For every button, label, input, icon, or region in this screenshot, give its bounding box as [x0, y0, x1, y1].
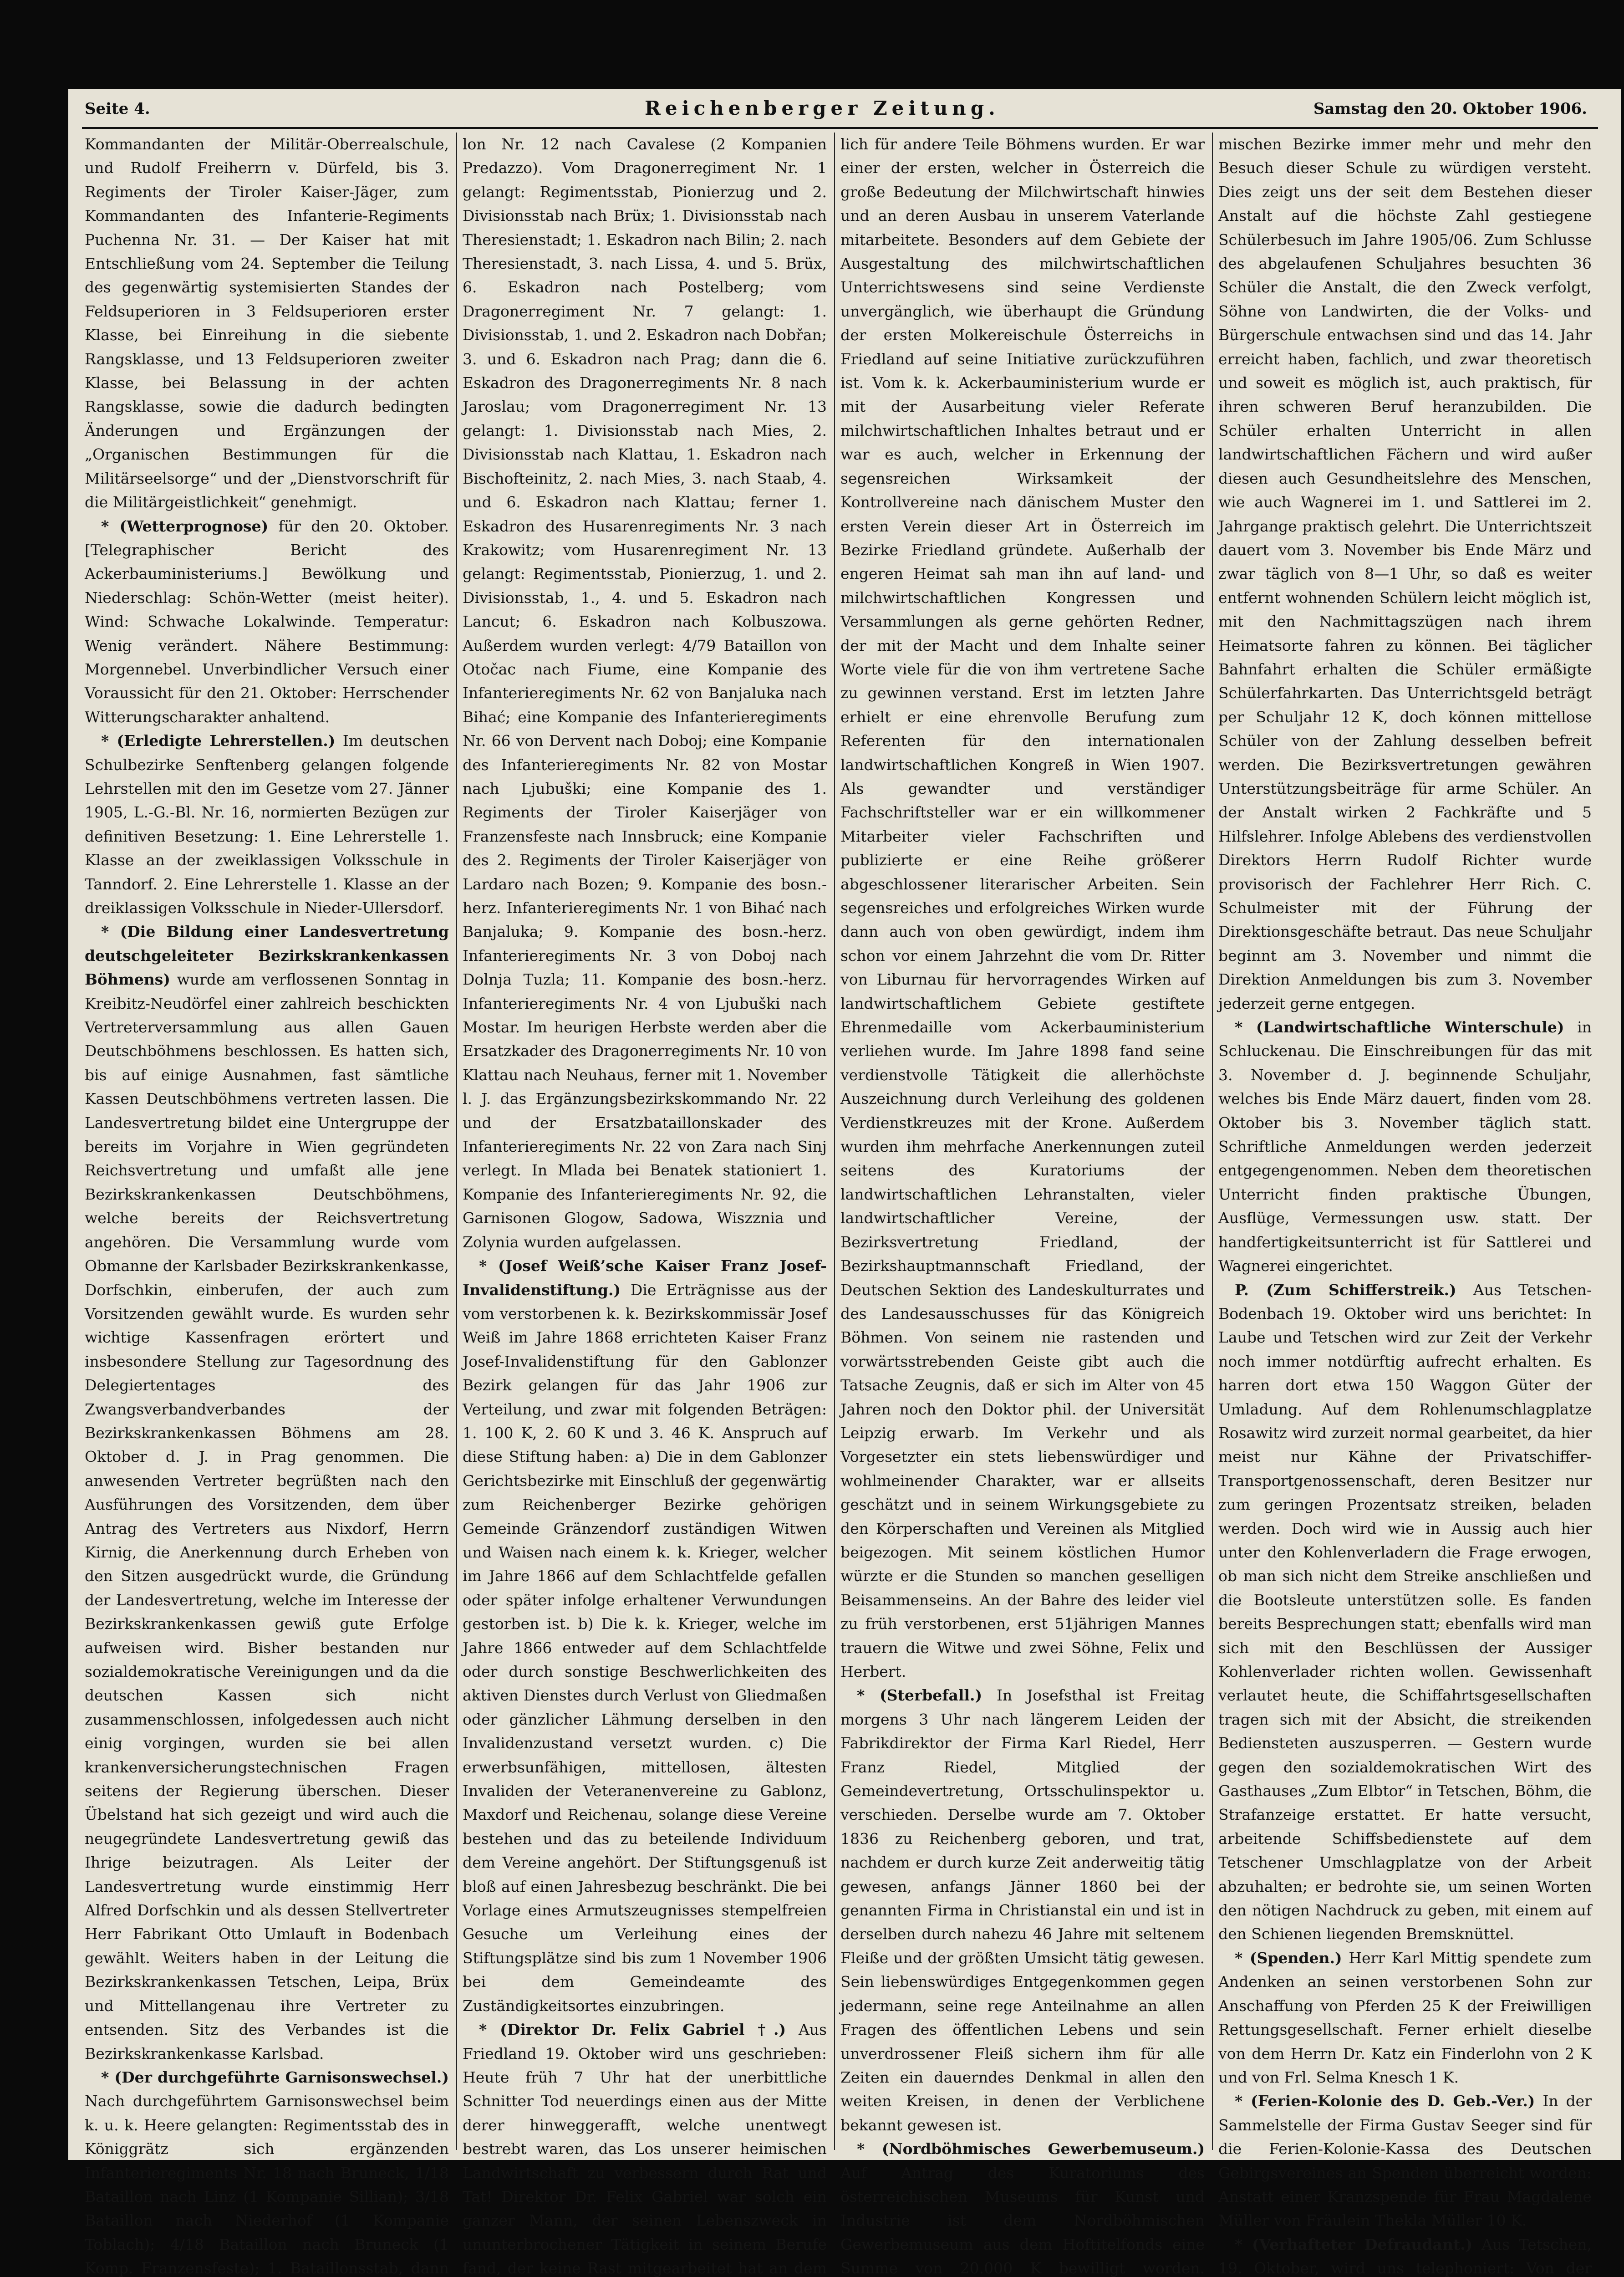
article-heading: * (Verhafteter Defraudant.) [1235, 2235, 1473, 2253]
column-1 [85, 133, 449, 2277]
article-paragraph [1218, 1946, 1592, 2089]
article-text: Kommandanten der Militär-Oberrealschule, und Rudolf Freiherrn v. Dürfeld, bis 3. Regiments der Tiroler Kaiser-Jäger, zum Kommandanten des Infanterie-Regiments Puchenna Nr. 31. — Der Kaiser hat mit Entschließung vom 24. September die Teilung des gegenwärtig systemisierten Standes der Feldsuperioren in 3 Feldsuperioren erster Klasse, bei Einreihung in die siebente Rangsklasse, und 13 Feldsuperioren zweiter Klasse, bei Belassung in der achten Rangsklasse, sowie die dadurch bedingten Änderungen und Ergänzungen der „Organischen Bestimmungen für die Militärseelsorge“ und der „Dienstvorschrift für die Militärgeistlichkeit“ genehmigt. [85, 135, 449, 511]
article-heading: * (Sterbefall.) [857, 1686, 983, 1705]
article-heading: * (Spenden.) [1235, 1949, 1342, 1967]
article-text: mischen Bezirke immer mehr und mehr den Besuch dieser Schule zu würdigen versteht. Dies zeigt uns der seit dem Bestehen dieser Anstalt auf die höchste Zahl gestiegene Schülerbesuch im Jahre 1905/06. Zum Schlusse des abgelaufenen Schuljahres besuchten 36 Schüler die Anstalt, die den Zweck verfolgt, Söhne von Landwirten, die der Volks- und Bürgerschule entwachsen sind und das 14. Jahr erreicht haben, fachlich, und zwar theoretisch und soweit es möglich ist, auch praktisch, für ihren schweren Beruf heranzubilden. Die Schüler erhalten Unterricht in allen landwirtschaftlichen Fächern und wird außer diesen auch Gesundheitslehre des Menschen, wie auch Wagnerei im 1. und Sattlerei im 2. Jahrgange praktisch gelehrt. Die Unterrichtszeit dauert vom 3. November bis Ende März und zwar täglich von 8—1 Uhr, so daß es weiter entfernt wohnenden Schülern leicht möglich ist, mit den Nachmittagszügen nach ihrem Heimatsorte fahren zu können. Bei täglicher Bahnfahrt erhalten die Schüler ermäßigte Schülerfahrkarten. Das Unterrichtsgeld beträgt per Schuljahr 12 K, doch können mittellose Schüler von der Zahlung desselben befreit werden. Die Bezirksvertretungen gewähren Unterstützungsbeiträge für arme Schüler. An der Anstalt wirken 2 Fachkräfte und 5 Hilfslehrer. Infolge Ablebens des verdienstvollen Direktors Herrn Rudolf Richter wurde provisorisch der Fachlehrer Herr Rich. C. Schulmeister mit der Führung der Direktionsgeschäfte betraut. Das neue Schuljahr beginnt am 3. November und nimmt die Direktion Anmeldungen bis zum 3. November jederzeit gerne entgegen. [1218, 135, 1592, 1012]
column-4 [1218, 133, 1592, 2277]
article-heading: * (Direktor Dr. Felix Gabriel †.) [479, 2021, 786, 2039]
article-text: Im deutschen Schulbezirke Senftenberg gelangen folgende Lehrstellen mit den im Gesetze vom 27. Jänner 1905, L.-G.-Bl. Nr. 16, normierten Bezügen zur definitiven Besetzung: 1. Eine Lehrerstelle 1. Klasse an der zweiklassigen Volksschule in Tanndorf. 2. Eine Lehrerstelle 1. Klasse an der dreiklassigen Volksschule in Nieder-Ullersdorf. [85, 732, 449, 917]
column-2 [463, 133, 827, 2277]
article-paragraph [1218, 1278, 1592, 1946]
article-heading: P. (Zum Schifferstreik.) [1235, 1281, 1456, 1299]
article-paragraph [840, 133, 1205, 1684]
article-text: für den 20. Oktober. [Telegraphischer Bericht des Ackerbauministeriums.] Bewölkung und Niederschlag: Schön-Wetter (meist heiter). Wind: Schwache Lokalwinde. Temperatur: Wenig verändert. Nähere Bestimmung: Morgennebel. Unverbindlicher Versuch einer Voraussicht für den 21. Oktober: Herrschender Witterungscharakter anhaltend. [85, 517, 449, 726]
article-paragraph [840, 2137, 1205, 2277]
column-divider [1212, 133, 1213, 2150]
article-heading: * (Erledigte Lehrerstellen.) [101, 732, 336, 750]
article-heading: * (Ferien-Kolonie des D. Geb.-Ver.) [1235, 2092, 1535, 2110]
article-text: lich für andere Teile Böhmens wurden. Er war einer der ersten, welcher in Österreich die große Bedeutung der Milchwirtschaft hinwies und an deren Ausbau in unserem Vaterlande mitarbeitete. Besonders auf dem Gebiete der Ausgestaltung des milchwirtschaftlichen Unterrichtswesens sind seine Verdienste unvergänglich, wie überhaupt die Gründung der ersten Molkereischule Österreichs in Friedland auf seine Initiative zurückzuführen ist. Vom k. k. Ackerbauministerium wurde er mit der Ausarbeitung vieler Referate milchwirtschaftlichen Inhaltes betraut und er war es auch, welcher in Erkennung der segensreichen Wirksamkeit der Kontrollvereine nach dänischem Muster den ersten Verein dieser Art in Österreich im Bezirke Friedland gründete. Außerhalb der engeren Heimat sah man ihn auf land- und milchwirtschaftlichen Kongressen und Versammlungen als gerne gehörten Redner, der mit der Macht und dem Inhalte seiner Worte viele für die von ihm vertretene Sache zu gewinnen verstand. Erst im letzten Jahre erhielt er eine ehrenvolle Berufung zum Referenten für den internationalen landwirtschaftlichen Kongreß in Wien 1907. Als gewandter und verständiger Fachschriftsteller war er ein willkommener Mitarbeiter vieler Fachschriften und publizierte er eine Reihe größerer abgeschlossener literarischer Arbeiten. Sein segensreiches und erfolgreiches Wirken wurde dann auch von oben gewürdigt, indem ihm schon vor einem Jahrzehnt die vom Dr. Ritter von Liburnau für hervorragendes Wirken auf landwirtschaftlichem Gebiete gestiftete Ehrenmedaille vom Ackerbauministerium verliehen wurde. Im Jahre 1898 fand seine verdienstvolle Tätigkeit die allerhöchste Auszeichnung durch Verleihung des goldenen Verdienstkreuzes mit der Krone. Außerdem wurden ihm mehrfache Anerkennungen zuteil seitens des Kuratoriums der landwirtschaftlichen Lehranstalten, vieler landwirtschaftlicher Vereine, der Bezirksvertretung Friedland, der Bezirkshauptmannschaft Friedland, der Deutschen Sektion des Landeskulturrates und des Landesausschusses für das Königreich Böhmen. Von seinem nie rastenden und vorwärtsstrebenden Geiste gibt auch die Tatsache Zeugnis, daß er sich im Alter von 45 Jahren noch den Doktor phil. der Universität Leipzig erwarb. Im Verkehr und als Vorgesetzter ein stets liebenswürdiger und wohlmeinender Charakter, war er allseits geschätzt und in seinem Wirkungsgebiete zu den Körperschaften und Vereinen als Mitglied beigezogen. Mit seinem köstlichen Humor würzte er die Stunden so manchen geselligen Beisammenseins. An der Bahre des leider viel zu früh verstorbenen, erst 51jährigen Mannes trauern die Witwe und zwei Söhne, Felix und Herbert. [840, 135, 1205, 1680]
header-rule [82, 127, 1598, 129]
article-text: In der Sammelstelle der Firma Gustav Seeger sind für die Ferien-Kolonie-Kassa des Deutschen Gebirgsvereines an Spenden überreicht worden: Anstatt einer Kranzspende für Frau Magdalene Müller von Fräulein Thekla Müller 10 K. [1218, 2092, 1592, 2230]
newspaper-page [68, 89, 1621, 2277]
issue-date: Samstag den 20. Oktober 1906. [1313, 100, 1587, 118]
article-paragraph [463, 133, 827, 1254]
article-paragraph [463, 1254, 827, 2018]
article-heading: * (Josef Weiß’sche Kaiser Franz Josef-Invalidenstiftung.) [463, 1257, 827, 1299]
article-text: wurde am verflossenen Sonntag in Kreibitz-Neudörfel einer zahlreich beschickten Vertreterversammlung aus allen Gauen Deutschböhmens beschlossen. Es hatten sich, bis auf einige Ausnahmen, fast sämtliche Kassen Deutschböhmens vertreten lassen. Die Landesvertretung bildet eine Untergruppe der bereits im Vorjahre in Wien gegründeten Reichsvertretung und umfaßt alle jene Bezirkskrankenkassen Deutschböhmens, welche bereits der Reichsvertretung angehören. Die Versammlung wurde vom Obmanne der Karlsbader Bezirkskrankenkasse, Dorfschkin, einberufen, der auch zum Vorsitzenden gewählt wurde. Es wurden sehr wichtige Kassenfragen erörtert und insbesondere Stellung zur Tagesordnung des Delegiertentages des Zwangsverbandverbandes der Bezirkskrankenkassen Böhmens am 28. Oktober d. J. in Prag genommen. Die anwesenden Vertreter begrüßten nach den Ausführungen des Vorsitzenden, dem über Antrag des Vertreters aus Nixdorf, Herrn Kirnig, die Anerkennung durch Erheben von den Sitzen ausgedrückt wurde, die Gründung der Landesvertretung, welche im Interesse der Bezirkskrankenkassen gewiß gute Erfolge aufweisen wird. Bisher bestanden nur sozialdemokratische Vereinigungen und da die deutschen Kassen sich nicht zusammenschlossen, infolgedessen auch nicht einig vorgingen, wurden sie bei allen krankenversicherungstechnischen Fragen seitens der Regierung überschen. Dieser Übelstand hat sich gezeigt und wird auch die neugegründete Landesvertretung gewiß das Ihrige beizutragen. Als Leiter der Landesvertretung wurde einstimmig Herr Alfred Dorfschkin und als dessen Stellvertreter Herr Fabrikant Otto Umlauft in Bodenbach gewählt. Weiters haben in der Leitung die Bezirkskrankenkassen Tetschen, Leipa, Brüx und Mittellangenau ihre Vertreter zu entsenden. Sitz des Verbandes ist die Bezirkskrankenkasse Karlsbad. [85, 970, 449, 2063]
masthead-title: Reichenberger Zeitung. [645, 97, 1000, 119]
article-paragraph [85, 729, 449, 920]
article-paragraph [1218, 1016, 1592, 1278]
article-text: Aus Friedland 19. Oktober wird uns geschrieben: Heute früh 7 Uhr hat der unerbittliche Schnitter Tod neuerdings einen aus der Mitte derer hinweggerafft, welche unentwegt bestrebt waren, das Los unserer heimischen Landwirtschaft zu verbessern durch Rat und Tat! Direktor Dr. Felix Gabriel war solch ein ganzer Mann, der seinen Lebenszweck in ununterbrochener Tätigkeit in seinem Berufe fand, der keine Rast mitgearbeitet hat an dem [463, 2021, 827, 2277]
article-text: Aus Tetschen, 19. Oktober, wird uns telephoniert: Von der [1218, 2235, 1592, 2277]
article-text: in Schluckenau. Die Einschreibungen für das mit 3. November d. J. beginnende Schuljahr, welches bis Ende März dauert, finden vom 28. Oktober bis 3. November täglich statt. Schriftliche Anmeldungen werden jederzeit entgegengenommen. Neben dem theoretischen Unterricht finden praktische Übungen, Ausflüge, Vermessungen usw. statt. Der handfertigkeitsunterricht ist für Sattlerei und Wagnerei eingerichtet. [1218, 1018, 1592, 1275]
article-heading: * (Wetterprognose) [101, 517, 269, 535]
article-paragraph [85, 515, 449, 730]
article-paragraph [1218, 133, 1592, 1016]
article-heading: * (Landwirtschaftliche Winterschule) [1235, 1018, 1564, 1036]
column-divider [456, 133, 457, 2150]
column-3 [840, 133, 1205, 2277]
article-paragraph [1218, 2089, 1592, 2232]
article-heading: * (Der durchgeführte Garnisonswechsel.) [101, 2068, 449, 2086]
page-number: Seite 4. [85, 100, 150, 118]
article-text: Aus Tetschen-Bodenbach 19. Oktober wird uns berichtet: In Laube und Tetschen wird zur Zeit der Verkehr noch immer notdürftig aufrecht erhalten. Es harren dort etwa 150 Waggon Güter der Umladung. Auf dem Rohlenumschlagplatze Rosawitz wird zurzeit normal gearbeitet, da hier meist nur Kähne der Privatschiffer-Transportgenossenschaft, deren Besitzer nur zum geringen Prozentsatz streiken, beladen werden. Doch wird wie in Aussig auch hier unter den Kohlenverladern die Frage erwogen, ob man sich nicht dem Streike anschließen und die Bootsleute unterstützen solle. Es fanden bereits Besprechungen statt; ebenfalls wird man sich mit den Beschlüssen der Aussiger Kohlenverlader richten wollen. Gewissenhaft verlautet heute, die Schiffahrtsgesellschaften tragen sich mit der Absicht, die streikenden Bediensteten auszusperren. — Gestern wurde gegen den sozialdemokratischen Wirt des Gasthauses „Zum Elbtor“ in Tetschen, Böhm, die Strafanzeige erstattet. Er hatte versucht, arbeitende Schiffsbedienstete auf dem Tetschener Umschlagplatze von der Arbeit abzuhalten; er bedrohte sie, um seinen Worten den nötigen Nachdruck zu geben, mit einem auf den Schienen liegenden Bremsknüttel. [1218, 1281, 1592, 1943]
column-divider [834, 133, 835, 2150]
article-heading: * (Nordböhmisches Gewerbemuseum.) [857, 2140, 1205, 2158]
article-paragraph [85, 920, 449, 2066]
article-text: In Josefsthal ist Freitag morgens 3 Uhr nach längerem Leiden der Fabrikdirektor der Firma Karl Riedel, Herr Franz Riedel, Mitglied der Gemeindevertretung, Ortsschulinspektor u. verschieden. Derselbe wurde am 7. Oktober 1836 zu Reichenberg geboren, und trat, nachdem er durch kurze Zeit anderweitig tätig gewesen, anfangs Jänner 1860 bei der genannten Firma in Christianstal ein und ist in derselben durch nahezu 46 Jahre mit seltenem Fleiße und der größten Umsicht tätig gewesen. Sein liebenswürdiges Entgegenkommen gegen jedermann, seine rege Anteilnahme an allen Fragen des öffentlichen Lebens und sein unverdrossener Fleiß sichern ihm für alle Zeiten ein dauerndes Denkmal in allen den weiten Kreisen, in denen der Verblichene bekannt gewesen ist. [840, 1686, 1205, 2134]
page-header [85, 97, 1596, 123]
article-text: Nach durchgeführtem Garnisonswechsel beim k. u. k. Heere gelangten: Regimentsstab des in Königgrätz sich ergänzenden Infanterieregiments Nr. 18 nach Bruneck, 1/18 Bataillon nach Linz (1 Kompanie Sillian); 3/18 Bataillon nach Niederhof (1 Kompanie Toblach); 4/18 Bataillon nach Bruneck (1 Komp. Franzensfeste); 1. Bataillonsstab, dann [85, 2092, 449, 2277]
article-text: Die Erträgnisse aus der vom verstorbenen k. k. Bezirkskommissär Josef Weiß im Jahre 1868 errichteten Kaiser Franz Josef-Invalidenstiftung für den Gablonzer Bezirk gelangen für das Jahr 1906 zur Verteilung, und zwar mit folgenden Beträgen: 1. 100 K, 2. 60 K und 3. 46 K. Anspruch auf diese Stiftung haben: a) Die in dem Gablonzer Gerichtsbezirke mit Einschluß der gegenwärtig zum Reichenberger Bezirke gehörigen Gemeinde Gränzendorf zuständigen Witwen und Waisen nach einem k. k. Krieger, welcher im Jahre 1866 auf dem Schlachtfelde gefallen oder später infolge erhaltener Verwundungen gestorben ist. b) Die k. k. Krieger, welche im Jahre 1866 entweder auf dem Schlachtfelde oder durch sonstige Beschwerlichkeiten des aktiven Dienstes durch Verlust von Gliedmaßen oder gänzlicher Lähmung derselben in den Invalidenzustand versetzt wurden. c) Die erwerbsunfähigen, mittellosen, ältesten Invaliden der Veteranenvereine zu Gablonz, Maxdorf und Reichenau, solange diese Vereine bestehen und das zu beteilende Individuum dem Vereine angehört. Der Stiftungsgenuß ist bloß auf einen Jahresbezug beschränkt. Die bei Vorlage eines Armutszeugnisses stempelfreien Gesuche um Verleihung eines der Stiftungsplätze sind bis zum 1 November 1906 bei dem Gemeindeamte des Zuständigkeitsortes einzubringen. [463, 1281, 827, 2015]
article-paragraph [463, 2018, 827, 2277]
article-paragraph [85, 2066, 449, 2277]
article-paragraph [85, 133, 449, 515]
article-text: lon Nr. 12 nach Cavalese (2 Kompanien Predazzo). Vom Dragonerregiment Nr. 1 gelangt: Regimentsstab, Pionierzug und 2. Divisionsstab nach Brüx; 1. Divisionsstab nach Theresienstadt; 1. Eskadron nach Bilin; 2. nach Theresienstadt, 3. nach Lissa, 4. und 5. Brüx, 6. Eskadron nach Postelberg; vom Dragonerregiment Nr. 7 gelangt: 1. Divisionsstab, 1. und 2. Eskadron nach Dobřan; 3. und 6. Eskadron nach Prag; dann die 6. Eskadron des Dragonerregiments Nr. 8 nach Jaroslau; vom Dragonerregiment Nr. 13 gelangt: 1. Divisionsstab nach Mies, 2. Divisionsstab nach Klattau, 1. Eskadron nach Bischofteinitz, 2. nach Mies, 3. nach Staab, 4. und 6. Eskadron nach Klattau; ferner 1. Eskadron des Husarenregiments Nr. 3 nach Krakowitz; vom Husarenregiment Nr. 13 gelangt: Regimentsstab, Pionierzug, 1. und 2. Divisionsstab, 1., 4. und 5. Eskadron nach Lancut; 6. Eskadron nach Kolbuszowa. Außerdem wurden verlegt: 4/79 Bataillon von Otočac nach Fiume, eine Kompanie des Infanterieregiments Nr. 62 von Banjaluka nach Bihać; eine Kompanie des Infanterieregiments Nr. 66 von Dervent nach Doboj; eine Kompanie des Infanterieregiments Nr. 82 von Mostar nach Ljubuški; eine Kompanie des 1. Regiments der Tiroler Kaiserjäger von Franzensfeste nach Innsbruck; eine Kompanie des 2. Regiments der Tiroler Kaiserjäger von Lardaro nach Bozen; 9. Kompanie des bosn.-herz. Infanterieregiments Nr. 1 von Bihać nach Banjaluka; 9. Kompanie des bosn.-herz. Infanterieregiments Nr. 3 von Doboj nach Dolnja Tuzla; 11. Kompanie des bosn.-herz. Infanterieregiments Nr. 4 von Ljubuški nach Mostar. Im heurigen Herbste werden aber die Ersatzkader des Dragonerregiments Nr. 10 von Klattau nach Neuhaus, ferner mit 1. November l. J. das Ergänzungsbezirkskommando Nr. 22 und der Ersatzbataillonskader des Infanterieregiments Nr. 22 von Zara nach Sinj verlegt. In Mlada bei Benatek stationiert 1. Kompanie des Infanterieregiments Nr. 92, die Garnisonen Glogow, Sadowa, Wiszznia und Zolynia wurden aufgelassen. [463, 135, 827, 1251]
article-paragraph [1218, 2233, 1592, 2277]
article-text: Herr Karl Mittig spendete zum Andenken an seinen verstorbenen Sohn zur Anschaffung von Pferden 25 K der Freiwilligen Rettungsgesellschaft. Ferner erhielt dieselbe von dem Herrn Dr. Katz ein Finderlohn von 2 K und von Frl. Selma Knesch 1 K. [1218, 1949, 1592, 2086]
article-text: Auf Antrag des Kuratoriums des österreichischen Museums für Kunst und Industrie ist dem Nordböhmischen Gewerbemuseum aus dem Hoftitelfonds eine Summe von 20.000 K bewilligt worden. [840, 2164, 1205, 2277]
article-heading: * (Die Bildung einer Landesvertretung deutschgeleiteter Bezirkskrankenkassen Böhmens) [85, 923, 449, 989]
article-paragraph [840, 1684, 1205, 2137]
